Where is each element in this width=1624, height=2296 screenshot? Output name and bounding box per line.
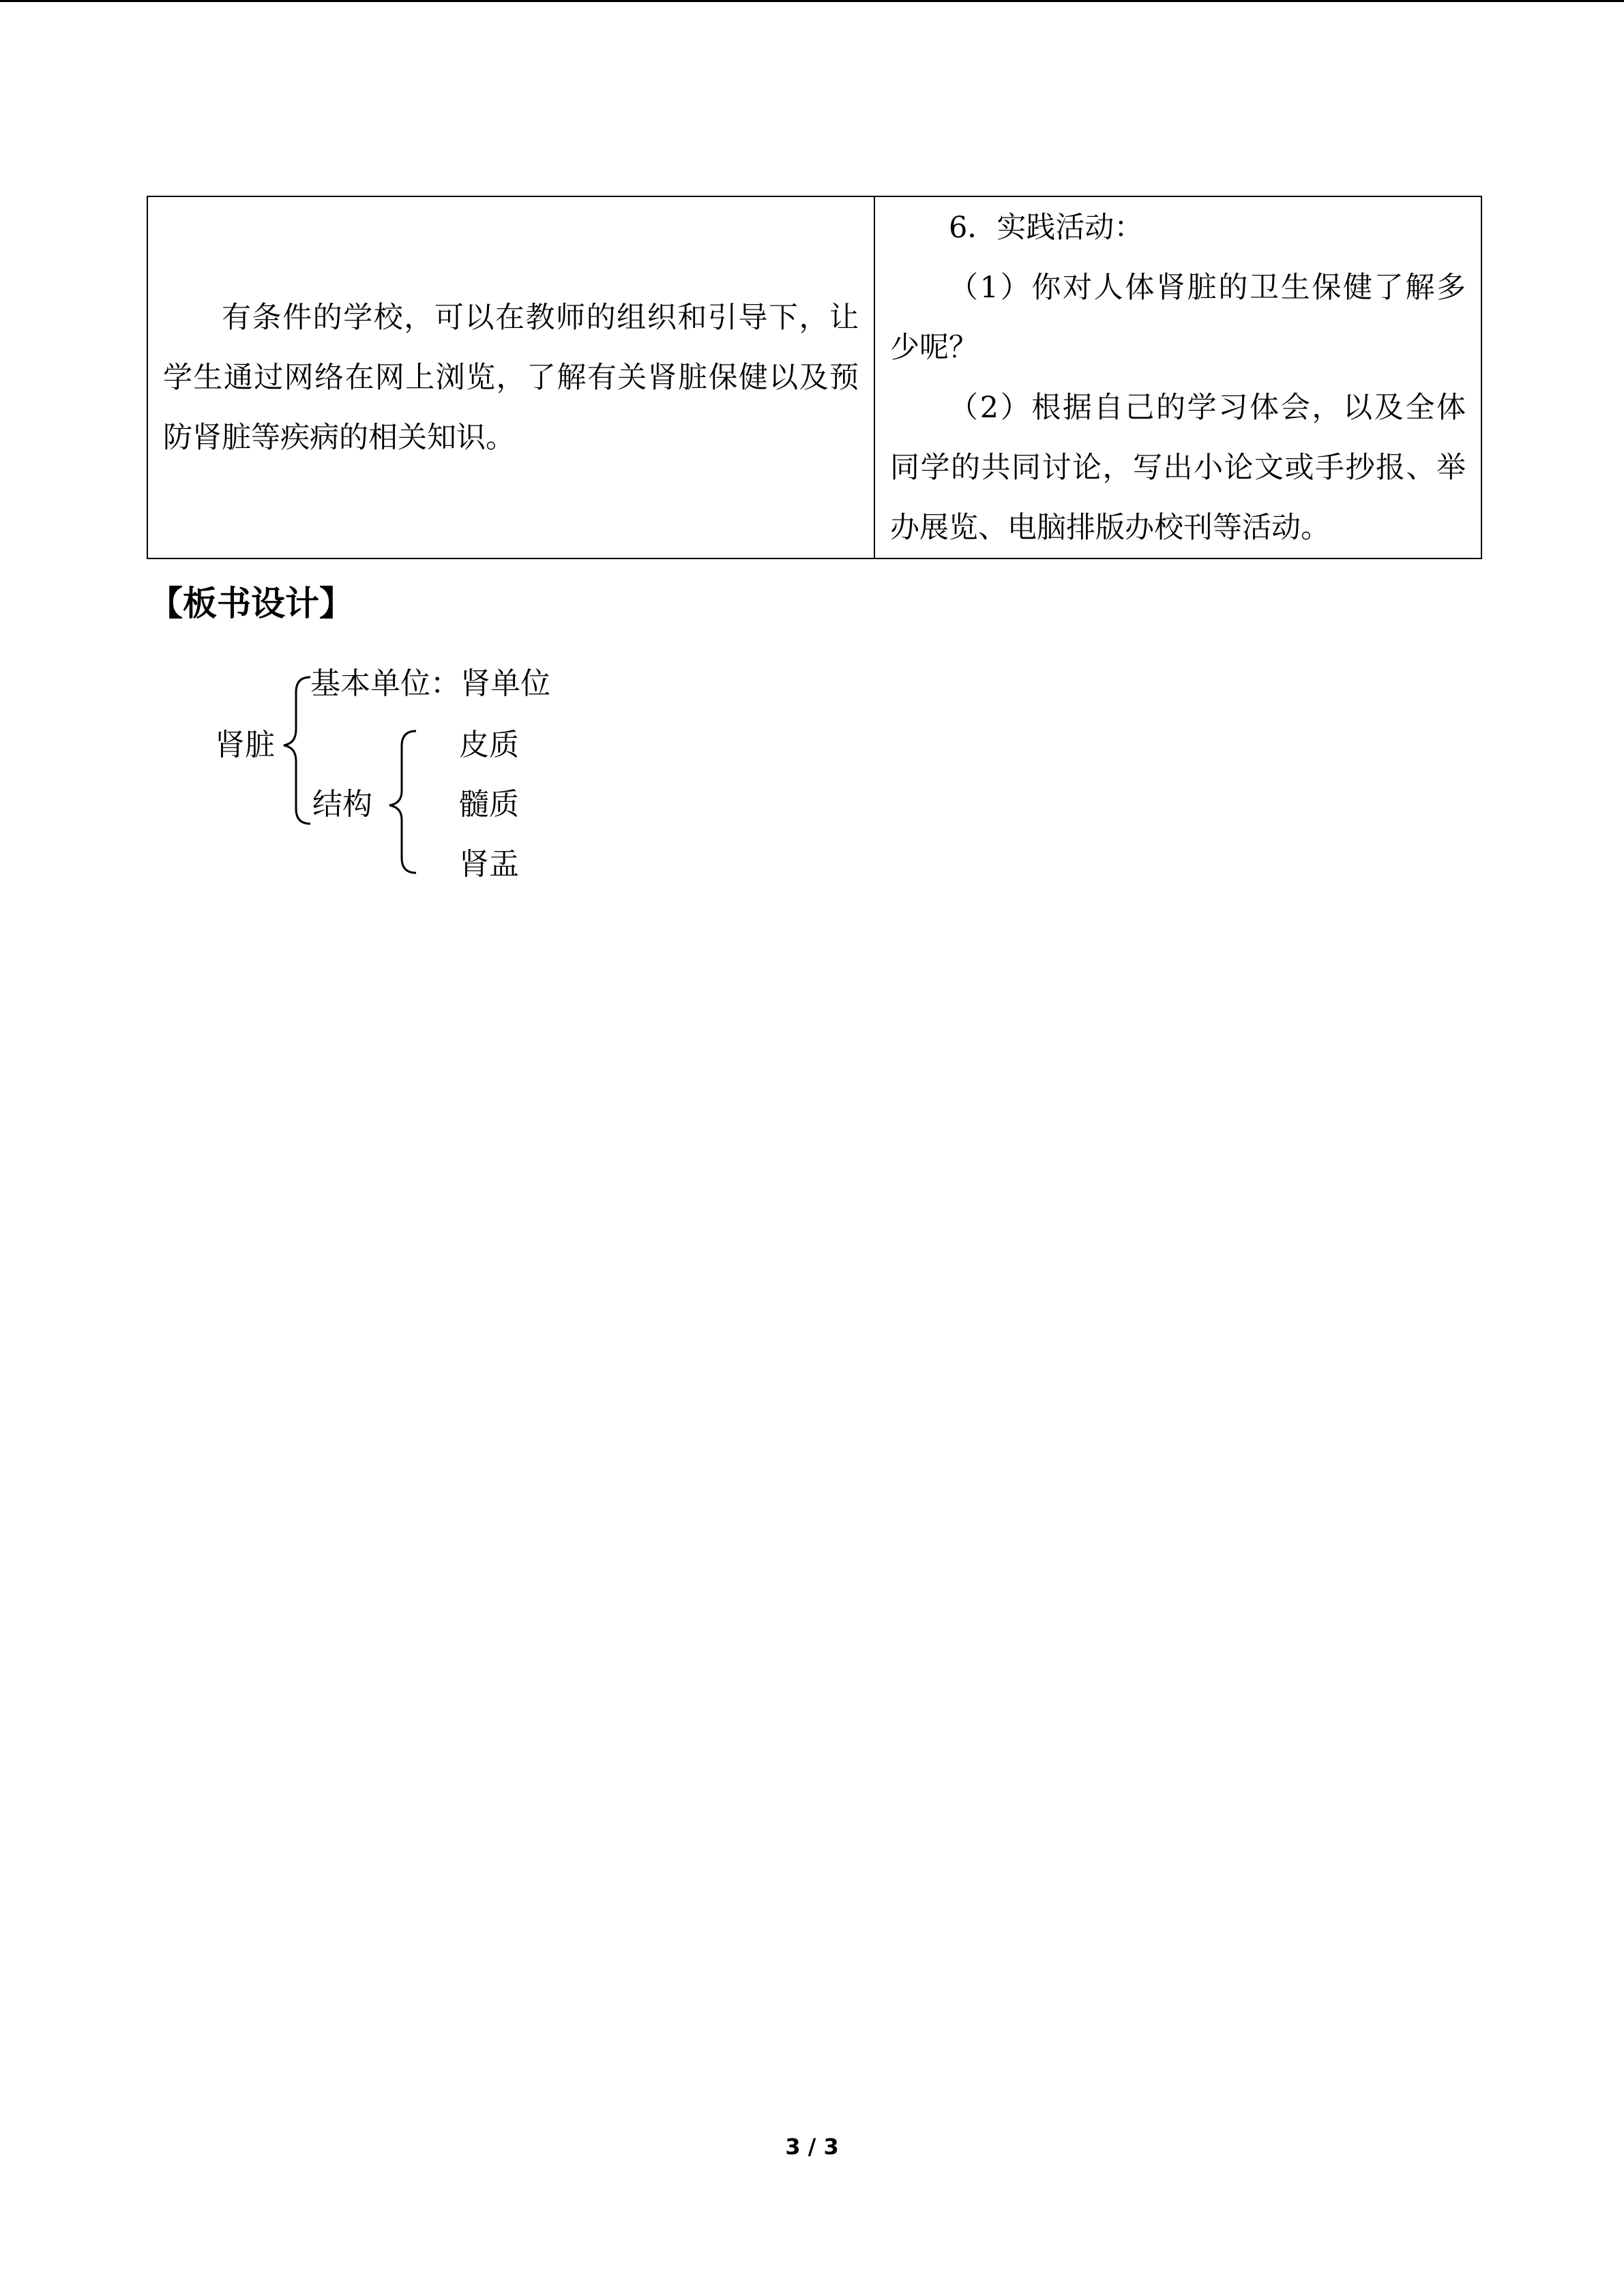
brace-outer [284, 677, 310, 824]
page-top-border [0, 0, 1624, 2]
practice-question-1: （1）你对人体肾脏的卫生保健了解多少呢？ [890, 270, 1466, 365]
board-structure-item: 髓质 [459, 787, 519, 822]
board-branch-unit: 基本单位：肾单位 [310, 666, 550, 701]
brace-inner [389, 731, 416, 873]
board-branch-structure: 结构 [312, 787, 372, 822]
table-cell-right [874, 196, 1481, 558]
board-structure-item: 皮质 [459, 728, 519, 762]
board-root-label: 肾脏 [215, 728, 275, 762]
page-number: 3 / 3 [785, 2134, 839, 2160]
activity-table [147, 196, 1482, 559]
board-structure-item: 肾盂 [459, 847, 519, 882]
table-cell-left [147, 196, 874, 558]
board-design-heading: 【板书设计】 [149, 583, 353, 623]
web-browsing-paragraph: 有条件的学校，可以在教师的组织和引导下，让学生通过网络在网上浏览，了解有关肾脏保健以及预防肾脏等疾病的相关知识。 [163, 300, 859, 455]
table-row [147, 196, 1481, 558]
practice-question-2: （2）根据自己的学习体会，以及全体同学的共同讨论，写出小论文或手抄报、举办展览、电脑排版办校刊等活动。 [890, 390, 1466, 545]
practice-activity-title: 6．实践活动： [949, 210, 1144, 245]
